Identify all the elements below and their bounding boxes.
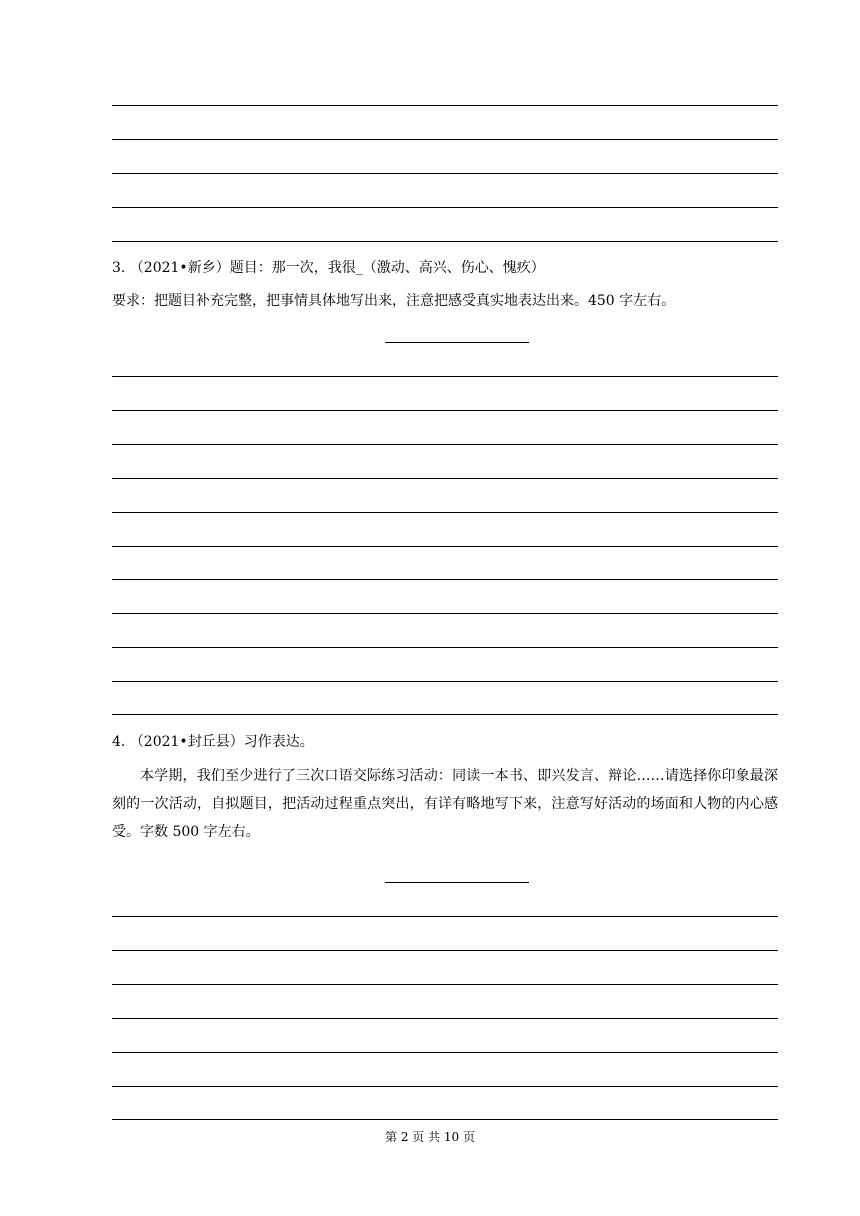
writing-line: [112, 444, 778, 445]
writing-line: [112, 579, 778, 580]
writing-line: [112, 376, 778, 377]
writing-line: [112, 173, 778, 174]
writing-line: [112, 613, 778, 614]
page-number: 第 2 页 共 10 页: [385, 1130, 475, 1144]
writing-line: [112, 1052, 778, 1053]
writing-line: [112, 916, 778, 917]
writing-line: [112, 984, 778, 985]
writing-line: [112, 478, 778, 479]
writing-line: [112, 512, 778, 513]
question-3-requirement: 要求：把题目补充完整，把事情具体地写出来，注意把感受真实地表达出来。450 字左右。: [112, 293, 676, 309]
writing-line: [112, 681, 778, 682]
title-blank-line: [385, 882, 529, 883]
writing-line: [112, 1018, 778, 1019]
question-3-heading: 3. （2021•新乡）题目：那一次，我很_（激动、高兴、伤心、愧疚）: [112, 260, 545, 276]
writing-line: [112, 1119, 778, 1120]
writing-line: [112, 139, 778, 140]
writing-line: [112, 105, 778, 106]
writing-line: [112, 950, 778, 951]
writing-line: [112, 546, 778, 547]
writing-line: [112, 714, 778, 715]
writing-line: [112, 207, 778, 208]
title-blank-line: [385, 342, 529, 343]
question-4-heading: 4. （2021•封丘县）习作表达。: [112, 734, 314, 750]
writing-line: [112, 241, 778, 242]
writing-line: [112, 1086, 778, 1087]
writing-line: [112, 410, 778, 411]
question-4-requirement: 本学期，我们至少进行了三次口语交际练习活动：同读一本书、即兴发言、辩论……请选择你印象最深刻的一次活动，自拟题目，把活动过程重点突出，有详有略地写下来，注意写好活动的场面和人物的内心感受。字数 500 字左右。: [112, 768, 778, 840]
writing-line: [112, 647, 778, 648]
